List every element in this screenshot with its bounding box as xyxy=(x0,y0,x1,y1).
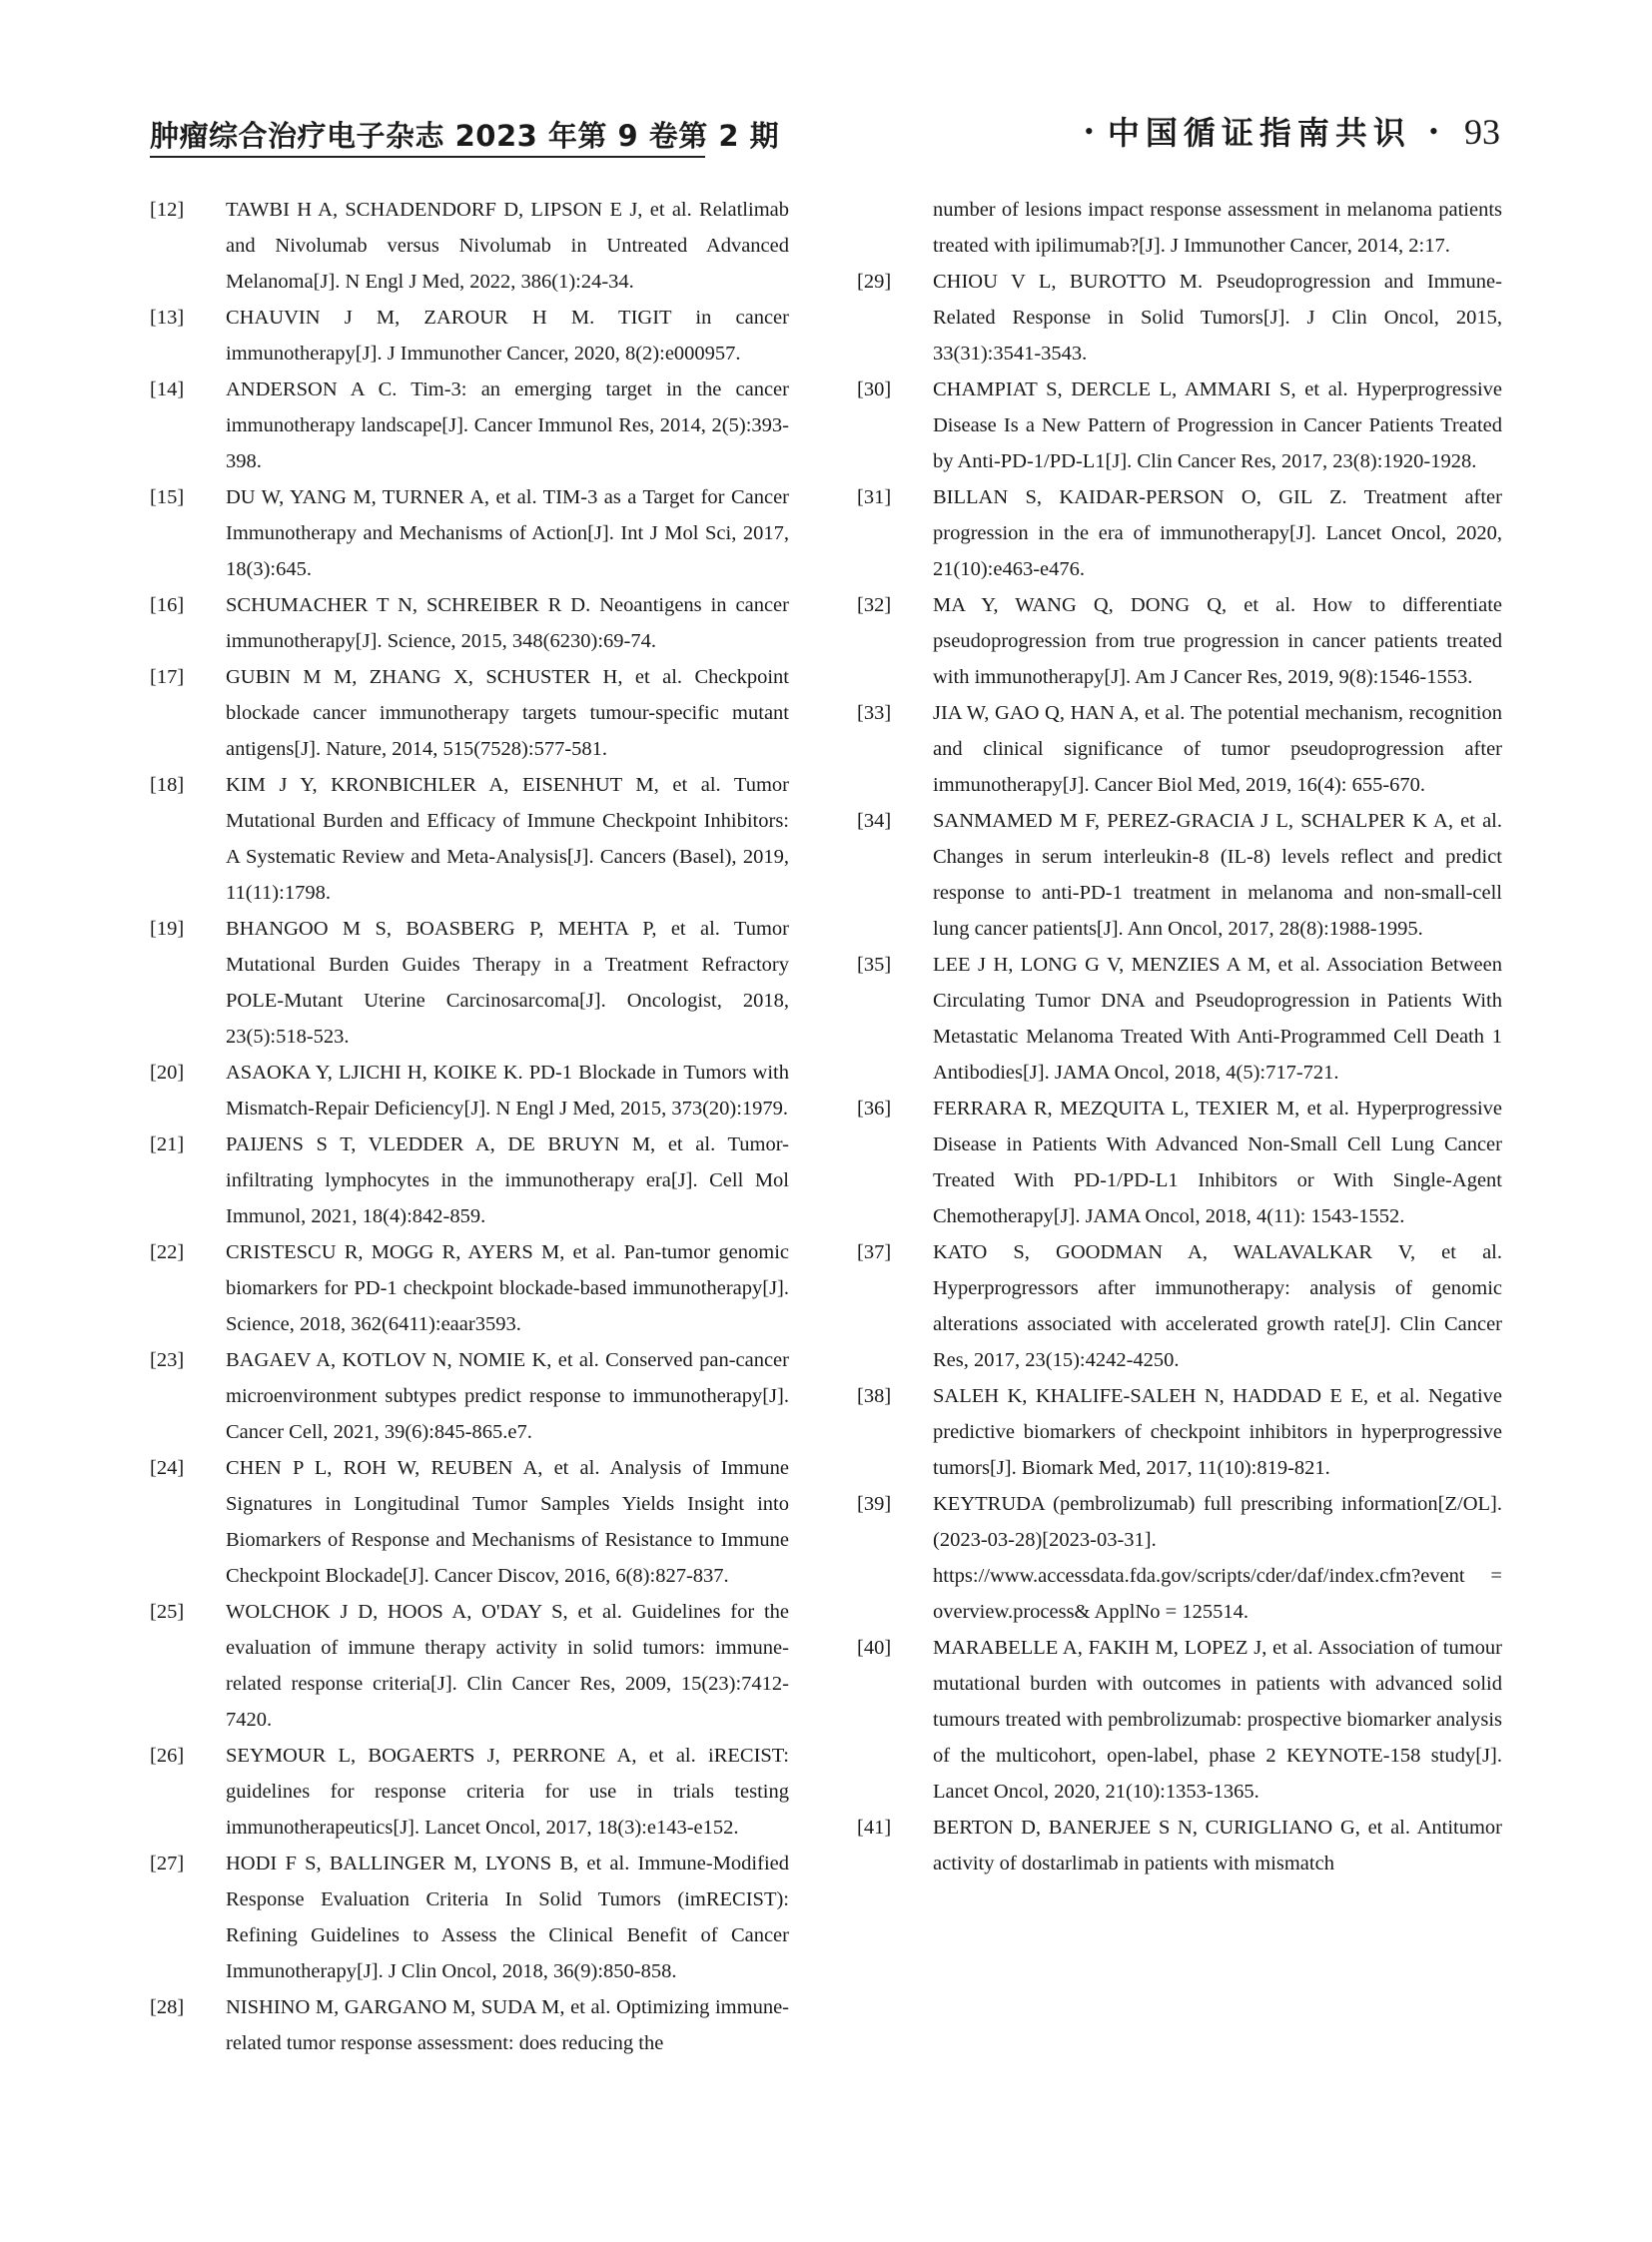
reference-text: SEYMOUR L, BOGAERTS J, PERRONE A, et al. iRECIST: guidelines for response criteria for use in trials testing immunotherapeutics[J]. Lancet Oncol, 2017, 18(3):e143-e152. xyxy=(226,1745,789,1839)
reference-number: [37] xyxy=(857,1241,892,1263)
reference-entry xyxy=(150,300,789,372)
reference-entry xyxy=(150,1989,789,2061)
reference-text: KEYTRUDA (pembrolizumab) full prescribing information[Z/OL]. (2023-03-28)[2023-03-31]. https://www.accessdata.fda.gov/scripts/cder/daf/index.cfm?event = overview.process& ApplNo = 125514. xyxy=(933,1493,1502,1623)
reference-entry xyxy=(150,1846,789,1989)
reference-text: KIM J Y, KRONBICHLER A, EISENHUT M, et al. Tumor Mutational Burden and Efficacy of Immune Checkpoint Inhibitors: A Systematic Review and Meta-Analysis[J]. Cancers (Basel), 2019, 11(11):1798. xyxy=(226,774,789,904)
reference-number: [27] xyxy=(150,1853,185,1874)
reference-entry xyxy=(857,695,1502,803)
page-number: 93 xyxy=(1464,112,1500,152)
page-header xyxy=(150,108,1500,164)
header-rule xyxy=(150,156,705,158)
reference-text: CRISTESCU R, MOGG R, AYERS M, et al. Pan-tumor genomic biomarkers for PD-1 checkpoint blockade-based immunotherapy[J]. Science, 2018, 362(6411):eaar3593. xyxy=(226,1241,789,1335)
section-label xyxy=(1085,108,1500,154)
reference-text: MARABELLE A, FAKIH M, LOPEZ J, et al. Association of tumour mutational burden with outcomes in patients with advanced solid tumours treated with pembrolizumab: prospective biomarker analysis of the multicohort, open-label, phase 2 KEYNOTE-158 study[J]. Lancet Oncol, 2020, 21(10):1353-1365. xyxy=(933,1637,1502,1803)
reference-entry xyxy=(150,587,789,659)
reference-entry xyxy=(150,372,789,479)
journal-title: 肿瘤综合治疗电子杂志 2023 年第 9 卷第 2 期 xyxy=(150,119,780,153)
reference-number: [34] xyxy=(857,810,892,832)
reference-number: [16] xyxy=(150,594,185,616)
reference-number: [36] xyxy=(857,1098,892,1120)
reference-entry xyxy=(150,1126,789,1234)
reference-entry xyxy=(150,1234,789,1342)
reference-number: [23] xyxy=(150,1349,185,1371)
reference-text: MA Y, WANG Q, DONG Q, et al. How to differentiate pseudoprogression from true progression in cancer patients treated with immunotherapy[J]. Am J Cancer Res, 2019, 9(8):1546-1553. xyxy=(933,594,1502,688)
reference-number: [17] xyxy=(150,666,185,688)
reference-entry xyxy=(150,1594,789,1738)
reference-entry xyxy=(857,947,1502,1091)
reference-text: CHAUVIN J M, ZAROUR H M. TIGIT in cancer immunotherapy[J]. J Immunother Cancer, 2020, 8(2):e000957. xyxy=(226,307,789,365)
reference-entry xyxy=(857,803,1502,947)
reference-text: CHAMPIAT S, DERCLE L, AMMARI S, et al. Hyperprogressive Disease Is a New Pattern of Progression in Cancer Patients Treated by Anti-PD-1/PD-L1[J]. Clin Cancer Res, 2017, 23(8):1920-1928. xyxy=(933,378,1502,472)
reference-number: [29] xyxy=(857,271,892,293)
reference-entry xyxy=(857,1486,1502,1630)
reference-entry xyxy=(857,479,1502,587)
reference-text: LEE J H, LONG G V, MENZIES A M, et al. Association Between Circulating Tumor DNA and Pseudoprogression in Patients With Metastatic Melanoma Treated With Anti-Programmed Cell Death 1 Antibodies[J]. JAMA Oncol, 2018, 4(5):717-721. xyxy=(933,954,1502,1084)
reference-entry xyxy=(857,1234,1502,1378)
reference-entry xyxy=(150,911,789,1055)
reference-entry xyxy=(857,1810,1502,1881)
reference-entry xyxy=(150,192,789,300)
reference-entry xyxy=(857,1378,1502,1486)
reference-text: SANMAMED M F, PEREZ-GRACIA J L, SCHALPER K A, et al. Changes in serum interleukin-8 (IL-8) levels reflect and predict response to anti-PD-1 treatment in melanoma and non-small-cell lung cancer patients[J]. Ann Oncol, 2017, 28(8):1988-1995. xyxy=(933,810,1502,940)
references-left-column xyxy=(150,192,789,2061)
reference-number: [12] xyxy=(150,199,185,221)
reference-text: DU W, YANG M, TURNER A, et al. TIM-3 as a Target for Cancer Immunotherapy and Mechanisms of Action[J]. Int J Mol Sci, 2017, 18(3):645. xyxy=(226,486,789,580)
reference-entry xyxy=(150,767,789,911)
reference-entry xyxy=(150,1450,789,1594)
reference-text: CHEN P L, ROH W, REUBEN A, et al. Analysis of Immune Signatures in Longitudinal Tumor Samples Yields Insight into Biomarkers of Response and Mechanisms of Resistance to Immune Checkpoint Blockade[J]. Cancer Discov, 2016, 6(8):827-837. xyxy=(226,1457,789,1587)
reference-text: TAWBI H A, SCHADENDORF D, LIPSON E J, et al. Relatlimab and Nivolumab versus Nivolumab in Untreated Advanced Melanoma[J]. N Engl J Med, 2022, 386(1):24-34. xyxy=(226,199,789,293)
reference-text: BERTON D, BANERJEE S N, CURIGLIANO G, et al. Antitumor activity of dostarlimab in patients with mismatch xyxy=(933,1817,1502,1874)
reference-number: [19] xyxy=(150,918,185,940)
reference-number: [41] xyxy=(857,1817,892,1839)
reference-text: NISHINO M, GARGANO M, SUDA M, et al. Optimizing immune-related tumor response assessment: does reducing the xyxy=(226,1996,789,2054)
reference-text: BILLAN S, KAIDAR-PERSON O, GIL Z. Treatment after progression in the era of immunotherapy[J]. Lancet Oncol, 2020, 21(10):e463-e476. xyxy=(933,486,1502,580)
reference-text: BAGAEV A, KOTLOV N, NOMIE K, et al. Conserved pan-cancer microenvironment subtypes predict response to immunotherapy[J]. Cancer Cell, 2021, 39(6):845-865.e7. xyxy=(226,1349,789,1443)
reference-text: WOLCHOK J D, HOOS A, O'DAY S, et al. Guidelines for the evaluation of immune therapy activity in solid tumors: immune-related response criteria[J]. Clin Cancer Res, 2009, 15(23):7412-7420. xyxy=(226,1601,789,1731)
reference-entry xyxy=(857,1091,1502,1234)
reference-entry xyxy=(857,1630,1502,1810)
reference-number: [20] xyxy=(150,1062,185,1084)
reference-number: [39] xyxy=(857,1493,892,1515)
reference-text: FERRARA R, MEZQUITA L, TEXIER M, et al. Hyperprogressive Disease in Patients With Advanced Non-Small Cell Lung Cancer Treated With PD-1/PD-L1 Inhibitors or With Single-Agent Chemotherapy[J]. JAMA Oncol, 2018, 4(11): 1543-1552. xyxy=(933,1098,1502,1227)
reference-entry xyxy=(150,479,789,587)
reference-number: [13] xyxy=(150,307,185,329)
reference-entry xyxy=(857,587,1502,695)
reference-number: [30] xyxy=(857,378,892,400)
reference-text: SALEH K, KHALIFE-SALEH N, HADDAD E E, et al. Negative predictive biomarkers of checkpoint inhibitors in hyperprogressive tumors[J]. Biomark Med, 2017, 11(10):819-821. xyxy=(933,1385,1502,1479)
reference-text: JIA W, GAO Q, HAN A, et al. The potential mechanism, recognition and clinical significance of tumor pseudoprogression after immunotherapy[J]. Cancer Biol Med, 2019, 16(4): 655-670. xyxy=(933,702,1502,796)
reference-number: [32] xyxy=(857,594,892,616)
references-right-column xyxy=(857,192,1502,1881)
reference-entry xyxy=(150,1055,789,1126)
reference-entry xyxy=(857,372,1502,479)
reference-text: CHIOU V L, BUROTTO M. Pseudoprogression and Immune-Related Response in Solid Tumors[J]. J Clin Oncol, 2015, 33(31):3541-3543. xyxy=(933,271,1502,365)
reference-text: PAIJENS S T, VLEDDER A, DE BRUYN M, et al. Tumor-infiltrating lymphocytes in the immunotherapy era[J]. Cell Mol Immunol, 2021, 18(4):842-859. xyxy=(226,1133,789,1227)
reference-text: ANDERSON A C. Tim-3: an emerging target in the cancer immunotherapy landscape[J]. Cancer Immunol Res, 2014, 2(5):393-398. xyxy=(226,378,789,472)
reference-number: [31] xyxy=(857,486,892,508)
reference-number: [21] xyxy=(150,1133,185,1155)
reference-entry xyxy=(150,659,789,767)
reference-text: GUBIN M M, ZHANG X, SCHUSTER H, et al. Checkpoint blockade cancer immunotherapy targets tumour-specific mutant antigens[J]. Nature, 2014, 515(7528):577-581. xyxy=(226,666,789,760)
reference-text: number of lesions impact response assessment in melanoma patients treated with ipilimumab?[J]. J Immunother Cancer, 2014, 2:17. xyxy=(933,199,1502,257)
reference-number: [40] xyxy=(857,1637,892,1659)
reference-entry xyxy=(857,192,1502,264)
reference-number: [35] xyxy=(857,954,892,976)
bullet-right: • xyxy=(1428,117,1438,146)
reference-entry xyxy=(150,1342,789,1450)
reference-number: [22] xyxy=(150,1241,185,1263)
reference-entry xyxy=(857,264,1502,372)
reference-number: [24] xyxy=(150,1457,185,1479)
reference-text: KATO S, GOODMAN A, WALAVALKAR V, et al. Hyperprogressors after immunotherapy: analysis of genomic alterations associated with accelerated growth rate[J]. Clin Cancer Res, 2017, 23(15):4242-4250. xyxy=(933,1241,1502,1371)
section-name: 中国循证指南共识 xyxy=(1107,114,1411,152)
reference-text: ASAOKA Y, LJICHI H, KOIKE K. PD-1 Blockade in Tumors with Mismatch-Repair Deficiency[J]. N Engl J Med, 2015, 373(20):1979. xyxy=(226,1062,789,1120)
reference-number: [26] xyxy=(150,1745,185,1767)
reference-number: [25] xyxy=(150,1601,185,1623)
reference-number: [14] xyxy=(150,378,185,400)
reference-number: [28] xyxy=(150,1996,185,2018)
reference-number: [33] xyxy=(857,702,892,724)
bullet-left: • xyxy=(1084,117,1094,146)
reference-entry xyxy=(150,1738,789,1846)
reference-number: [38] xyxy=(857,1385,892,1407)
reference-text: HODI F S, BALLINGER M, LYONS B, et al. Immune-Modified Response Evaluation Criteria In Solid Tumors (imRECIST): Refining Guidelines to Assess the Clinical Benefit of Cancer Immunotherapy[J]. J Clin Oncol, 2018, 36(9):850-858. xyxy=(226,1853,789,1982)
reference-number: [18] xyxy=(150,774,185,796)
reference-text: BHANGOO M S, BOASBERG P, MEHTA P, et al. Tumor Mutational Burden Guides Therapy in a Treatment Refractory POLE-Mutant Uterine Carcinosarcoma[J]. Oncologist, 2018, 23(5):518-523. xyxy=(226,918,789,1048)
reference-number: [15] xyxy=(150,486,185,508)
reference-text: SCHUMACHER T N, SCHREIBER R D. Neoantigens in cancer immunotherapy[J]. Science, 2015, 348(6230):69-74. xyxy=(226,594,789,652)
